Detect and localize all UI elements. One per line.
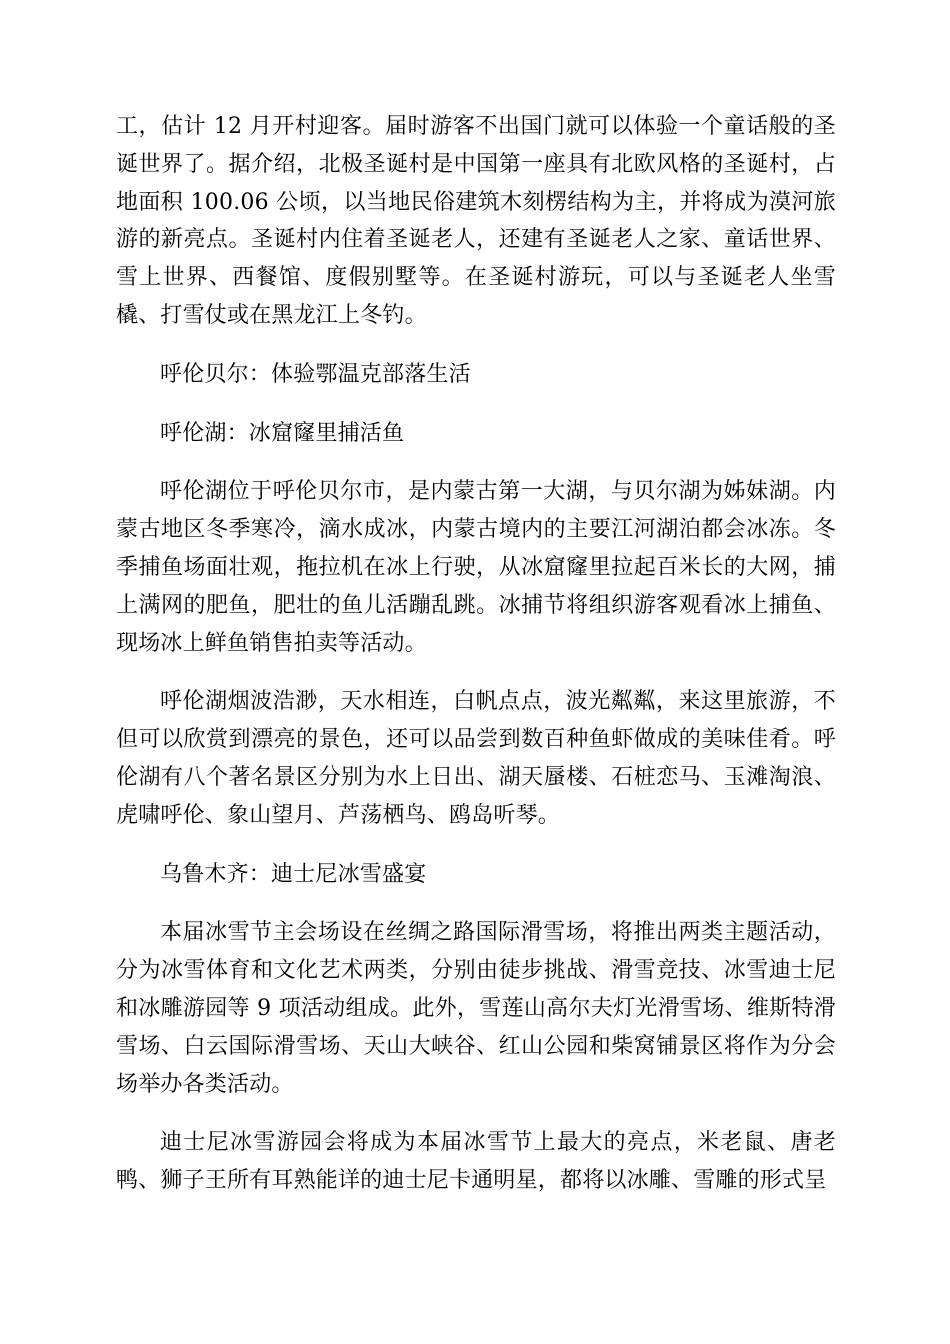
paragraph-hulun-lake-scenery: 呼伦湖烟波浩渺，天水相连，白帆点点，波光粼粼，来这里旅游，不但可以欣赏到漂亮的景色，还可以品尝到数百种鱼虾做成的美味佳肴。呼伦湖有八个著名景区分别为水上日出、湖天蜃楼、石桩恋马、玉滩淘浪、虎啸呼伦、象山望月、芦荡栖鸟、鸥岛听琴。	[116, 689, 836, 828]
paragraph-ice-festival-venue: 本届冰雪节主会场设在丝绸之路国际滑雪场，将推出两类主题活动，分为冰雪体育和文化艺术两类，分别由徒步挑战、滑雪竞技、冰雪迪士尼和冰雕游园等 9 项活动组成。此外，雪莲山高尔夫灯光滑雪场、维斯特滑雪场、白云国际滑雪场、天山大峡谷、红山公园和柴窝铺景区将作为分会场举办各类活动。	[116, 920, 836, 1097]
paragraph-disney-ice-garden: 迪士尼冰雪游园会将成为本届冰雪节上最大的亮点，米老鼠、唐老鸭、狮子王所有耳熟能详的迪士尼卡通明星，都将以冰雕、雪雕的形式呈	[116, 1130, 836, 1194]
heading-urumqi: 乌鲁木齐：迪士尼冰雪盛宴	[160, 861, 427, 887]
document-page	[116, 108, 836, 1221]
paragraph-hulun-lake-fishing: 呼伦湖位于呼伦贝尔市，是内蒙古第一大湖，与贝尔湖为姊妹湖。内蒙古地区冬季寒冷，滴水成冰，内蒙古境内的主要江河湖泊都会冰冻。冬季捕鱼场面壮观，拖拉机在冰上行驶，从冰窟窿里拉起百米长的大网，捕上满网的肥鱼，肥壮的鱼儿活蹦乱跳。冰捕节将组织游客观看冰上捕鱼、现场冰上鲜鱼销售拍卖等活动。	[116, 479, 836, 656]
paragraph-christmas-village: 工，估计 12 月开村迎客。届时游客不出国门就可以体验一个童话般的圣诞世界了。据介绍，北极圣诞村是中国第一座具有北欧风格的圣诞村，占地面积 100.06 公顷，以当地民俗建筑木刻楞结构为主，并将成为漠河旅游的新亮点。圣诞村内住着圣诞老人，还建有圣诞老人之家、童话世界、雪上世界、西餐馆、度假别墅等。在圣诞村游玩，可以与圣诞老人坐雪橇、打雪仗或在黑龙江上冬钓。	[116, 114, 836, 328]
heading-hulunbuir: 呼伦贝尔：体验鄂温克部落生活	[160, 361, 471, 387]
heading-hulun-lake: 呼伦湖：冰窟窿里捕活鱼	[160, 420, 405, 446]
